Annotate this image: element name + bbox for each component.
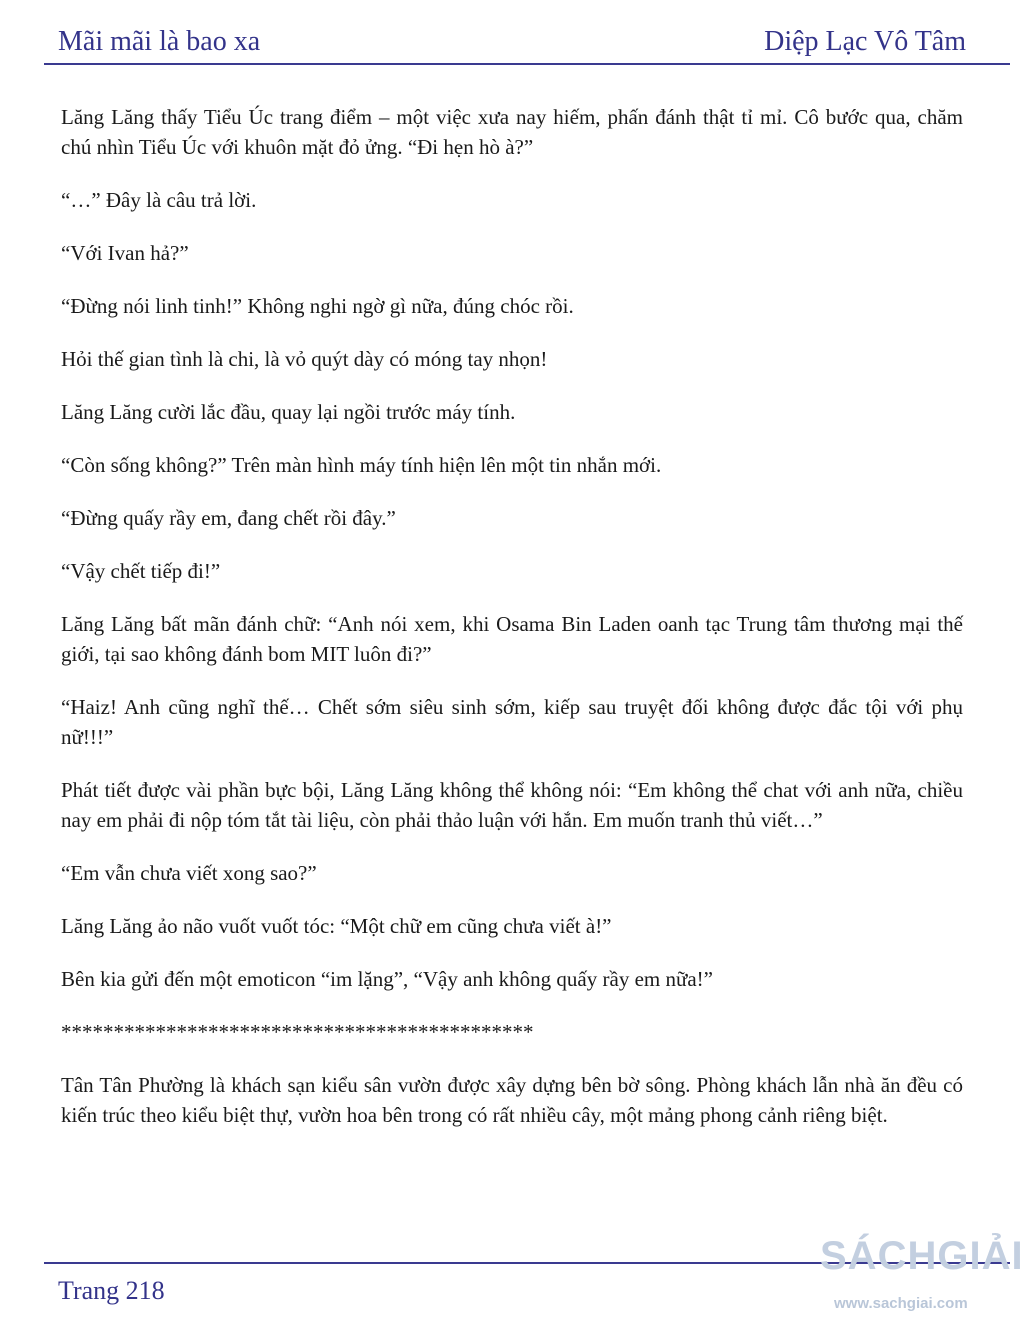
paragraph: Lăng Lăng thấy Tiểu Úc trang điểm – một việc xưa nay hiếm, phấn đánh thật tỉ mỉ. Cô bước qua, chăm chú nhìn Tiểu Úc với khuôn mặt đỏ ửng. “Đi hẹn hò à?”: [61, 105, 963, 159]
page-header: [58, 22, 966, 62]
book-title: Mãi mãi là bao xa: [58, 26, 261, 57]
page-body: [61, 102, 963, 1153]
page-number: Trang 218: [58, 1276, 165, 1305]
paragraph: Lăng Lăng cười lắc đầu, quay lại ngồi trước máy tính.: [61, 400, 516, 424]
paragraph: “Haiz! Anh cũng nghĩ thế… Chết sớm siêu sinh sớm, kiếp sau truyệt đối không được đắc tội với phụ nữ!!!”: [61, 695, 963, 749]
watermark-logo: [820, 1232, 1024, 1322]
paragraph: “Với Ivan hả?”: [61, 241, 189, 265]
paragraph: “Đừng quấy rầy em, đang chết rồi đây.”: [61, 506, 396, 530]
watermark-brand: SÁCHGIẢI: [820, 1234, 1024, 1278]
paragraph: Lăng Lăng bất mãn đánh chữ: “Anh nói xem, khi Osama Bin Laden oanh tạc Trung tâm thương mại thế giới, tại sao không đánh bom MIT luôn đi?”: [61, 612, 963, 666]
paragraph: Lăng Lăng ảo não vuốt vuốt tóc: “Một chữ em cũng chưa viết à!”: [61, 914, 612, 938]
paragraph: “Còn sống không?” Trên màn hình máy tính hiện lên một tin nhắn mới.: [61, 453, 662, 477]
watermark-url: www.sachgiai.com: [834, 1295, 968, 1312]
paragraph: Phát tiết được vài phần bực bội, Lăng Lăng không thể không nói: “Em không thể chat với anh nữa, chiều nay em phải đi nộp tóm tắt tài liệu, còn phải thảo luận với hắn. Em muốn tranh thủ viết…”: [61, 778, 963, 832]
paragraph: “Vậy chết tiếp đi!”: [61, 559, 221, 583]
header-divider: [44, 63, 1010, 65]
paragraph: Bên kia gửi đến một emoticon “im lặng”, “Vậy anh không quấy rầy em nữa!”: [61, 967, 713, 991]
paragraph: Tân Tân Phường là khách sạn kiểu sân vườn được xây dựng bên bờ sông. Phòng khách lẫn nhà ăn đều có kiến trúc theo kiểu biệt thự, vườn hoa bên trong có rất nhiều cây, một mảng phong cảnh riêng biệt.: [61, 1073, 963, 1127]
author-name: Diệp Lạc Vô Tâm: [764, 26, 966, 57]
paragraph: “Đừng nói linh tinh!” Không nghi ngờ gì nữa, đúng chóc rồi.: [61, 294, 574, 318]
paragraph: Hỏi thế gian tình là chi, là vỏ quýt dày có móng tay nhọn!: [61, 347, 548, 371]
paragraph: “…” Đây là câu trả lời.: [61, 188, 257, 212]
paragraph: “Em vẫn chưa viết xong sao?”: [61, 861, 317, 885]
section-separator: *********************************************: [61, 1020, 534, 1044]
